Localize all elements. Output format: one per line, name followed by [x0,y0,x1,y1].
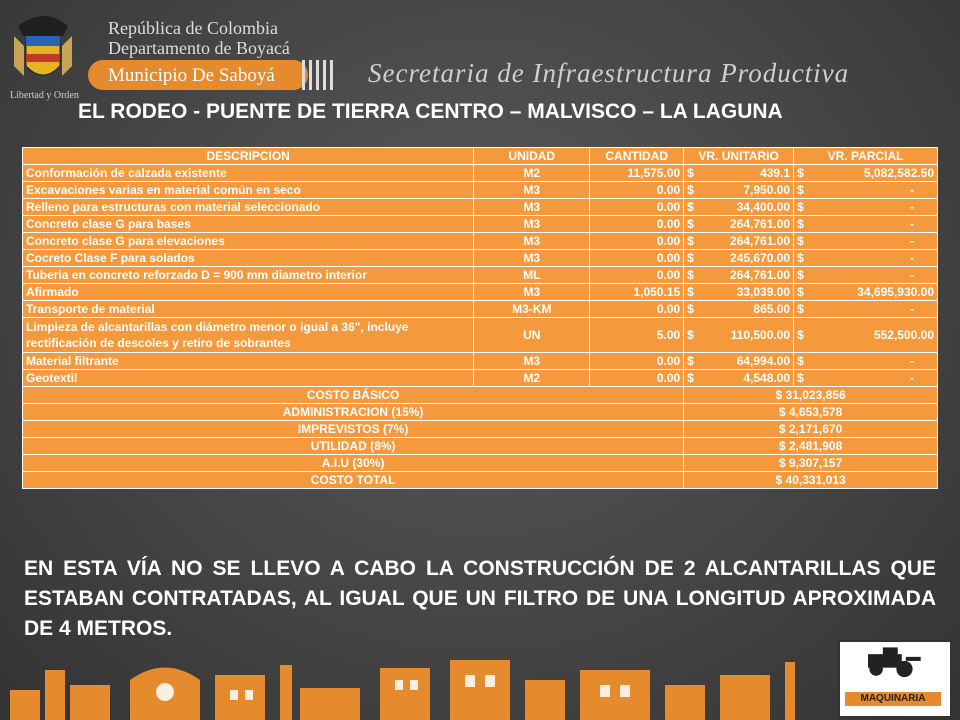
unit-price-value: 264,761.00 [730,234,791,248]
row-unit-price [684,182,794,199]
gov-line-1: República de Colombia [108,18,278,38]
currency-symbol: $ [687,302,694,316]
row-unit: UN [474,318,590,353]
currency-symbol: $ [687,234,694,248]
table-row [23,267,938,284]
table-row [23,250,938,267]
summary-row [23,438,938,455]
currency-symbol: $ [687,217,694,231]
unit-price-value: 34,400.00 [736,200,791,214]
unit-price-value: 865.00 [753,302,791,316]
row-quantity: 0.00 [590,370,684,387]
currency-symbol: $ [687,268,694,282]
row-unit: M2 [474,165,590,182]
gov-line-2: Departamento de Boyacá [108,38,290,58]
currency-symbol: $ [687,183,694,197]
currency-symbol: $ [797,302,804,316]
table-row [23,301,938,318]
row-unit: M3-KM [474,301,590,318]
summary-value: $ 2,481,908 [684,438,938,455]
row-partial [794,301,938,318]
cost-table [22,147,938,489]
town-skyline-illustration [0,650,960,720]
summary-row [23,404,938,421]
currency-symbol: $ [797,217,804,231]
row-unit-price [684,353,794,370]
summary-label: COSTO BÁSICO [23,387,684,404]
currency-symbol: $ [797,200,804,214]
row-description: Concreto clase G para elevaciones [23,233,474,250]
currency-symbol: $ [797,328,804,342]
unit-price-value: 64,994.00 [736,354,791,368]
summary-value: $ 31,023,856 [684,387,938,404]
row-partial [794,199,938,216]
maquinaria-label: MAQUINARIA [845,692,941,706]
table-row [23,182,938,199]
row-description: Tuberia en concreto reforzado D = 900 mm diametro interior [23,267,474,284]
row-quantity: 0.00 [590,353,684,370]
row-unit-price [684,370,794,387]
row-unit-price [684,165,794,182]
table-row [23,165,938,182]
currency-symbol: $ [687,354,694,368]
table-body [23,165,938,489]
row-unit: M3 [474,216,590,233]
summary-value: $ 40,331,013 [684,472,938,489]
row-unit: ML [474,267,590,284]
row-description: Transporte de material [23,301,474,318]
municipio-badge [88,60,308,90]
currency-symbol: $ [797,166,804,180]
summary-label: UTILIDAD (8%) [23,438,684,455]
row-unit-price [684,233,794,250]
table-row [23,233,938,250]
row-partial [794,353,938,370]
summary-row [23,455,938,472]
unit-price-value: 110,500.00 [730,328,791,342]
currency-symbol: $ [797,268,804,282]
currency-symbol: $ [797,183,804,197]
row-unit-price [684,318,794,353]
row-partial [794,233,938,250]
row-unit-price [684,250,794,267]
table-header-row [23,148,938,165]
currency-symbol: $ [797,251,804,265]
row-unit-price [684,199,794,216]
row-partial [794,250,938,267]
table-row [23,370,938,387]
row-quantity: 5.00 [590,318,684,353]
currency-symbol: $ [687,285,694,299]
row-description: Geotextil [23,370,474,387]
partial-value: - [910,234,914,248]
coat-of-arms-icon [8,6,78,98]
summary-label: COSTO TOTAL [23,472,684,489]
partial-value: - [910,251,914,265]
row-unit: M3 [474,182,590,199]
row-unit: M3 [474,250,590,267]
row-description: Concreto clase G para bases [23,216,474,233]
row-partial [794,267,938,284]
header-banner [0,0,960,100]
summary-row [23,387,938,404]
observation-note: EN ESTA VÍA NO SE LLEVO A CABO LA CONSTRUCCIÓN DE 2 ALCANTARILLAS QUE ESTABAN CONTRATADAS, AL IGUAL QUE UN FILTRO DE UNA LONGITUD APROXIMADA DE 4 METROS. [24,557,936,640]
row-quantity: 0.00 [590,267,684,284]
partial-value: - [910,268,914,282]
summary-label: IMPREVISTOS (7%) [23,421,684,438]
row-quantity: 0.00 [590,301,684,318]
partial-value: - [910,371,914,385]
currency-symbol: $ [687,166,694,180]
row-unit-price [684,267,794,284]
header-vr-parcial: VR. PARCIAL [794,148,938,165]
row-description: Cocreto Clase F para solados [23,250,474,267]
row-unit-price [684,301,794,318]
row-partial [794,284,938,301]
currency-symbol: $ [797,285,804,299]
summary-value: $ 4,653,578 [684,404,938,421]
table-row [23,284,938,301]
row-unit: M3 [474,353,590,370]
page-title: EL RODEO - PUENTE DE TIERRA CENTRO – MALVISCO – LA LAGUNA [78,100,783,123]
row-quantity: 0.00 [590,250,684,267]
table-row [23,353,938,370]
row-partial [794,216,938,233]
partial-value: 552,500.00 [873,328,934,342]
header-cantidad: CANTIDAD [590,148,684,165]
table-row [23,216,938,233]
partial-value: - [910,302,914,316]
currency-symbol: $ [797,234,804,248]
header-unidad: UNIDAD [474,148,590,165]
partial-value: - [910,217,914,231]
summary-value: $ 9,307,157 [684,455,938,472]
currency-symbol: $ [797,354,804,368]
secretaria-title: Secretaria de Infraestructura Productiva [368,58,850,88]
row-unit-price [684,216,794,233]
unit-price-value: 33,039.00 [736,285,791,299]
maquinaria-logo [838,640,952,718]
unit-price-value: 7,950.00 [743,183,791,197]
row-quantity: 0.00 [590,233,684,250]
header-descripcion: DESCRIPCION [23,148,474,165]
row-quantity: 11,575.00 [590,165,684,182]
table-row [23,318,938,353]
row-description: Excavaciones varias en material común en seco [23,182,474,199]
summary-value: $ 2,171,670 [684,421,938,438]
partial-value: - [910,183,914,197]
row-partial [794,370,938,387]
summary-row [23,472,938,489]
row-quantity: 1,050.15 [590,284,684,301]
table-row [23,199,938,216]
row-unit: M3 [474,233,590,250]
motto-text: Libertad y Orden [10,90,79,101]
row-description: Limpieza de alcantarillas con diámetro menor o igual a 36", incluye rectificación de descoles y retiro de sobrantes [23,318,474,353]
unit-price-value: 439.1 [760,166,791,180]
partial-value: - [910,354,914,368]
summary-label: A.I.U (30%) [23,455,684,472]
row-description: Afirmado [23,284,474,301]
municipio-label: Municipio De Saboyá [108,65,275,86]
partial-value: - [910,200,914,214]
tractor-icon [840,642,946,692]
row-unit: M2 [474,370,590,387]
row-description: Relleno para estructuras con material seleccionado [23,199,474,216]
row-partial [794,165,938,182]
row-unit: M3 [474,284,590,301]
header-vr-unitario: VR. UNITARIO [684,148,794,165]
summary-row [23,421,938,438]
unit-price-value: 245,670.00 [730,251,791,265]
stripes-icon [300,58,340,92]
unit-price-value: 264,761.00 [730,268,791,282]
unit-price-value: 264,761.00 [730,217,791,231]
currency-symbol: $ [687,200,694,214]
partial-value: 34,695,930.00 [857,285,934,299]
row-quantity: 0.00 [590,182,684,199]
row-partial [794,318,938,353]
summary-label: ADMINISTRACION (15%) [23,404,684,421]
partial-value: 5,082,582.50 [863,166,934,180]
row-unit-price [684,284,794,301]
row-description: Conformación de calzada existente [23,165,474,182]
row-quantity: 0.00 [590,216,684,233]
currency-symbol: $ [687,371,694,385]
currency-symbol: $ [687,328,694,342]
row-quantity: 0.00 [590,199,684,216]
currency-symbol: $ [797,371,804,385]
row-description: Material filtrante [23,353,474,370]
row-partial [794,182,938,199]
unit-price-value: 4,548.00 [743,371,791,385]
row-unit: M3 [474,199,590,216]
currency-symbol: $ [687,251,694,265]
